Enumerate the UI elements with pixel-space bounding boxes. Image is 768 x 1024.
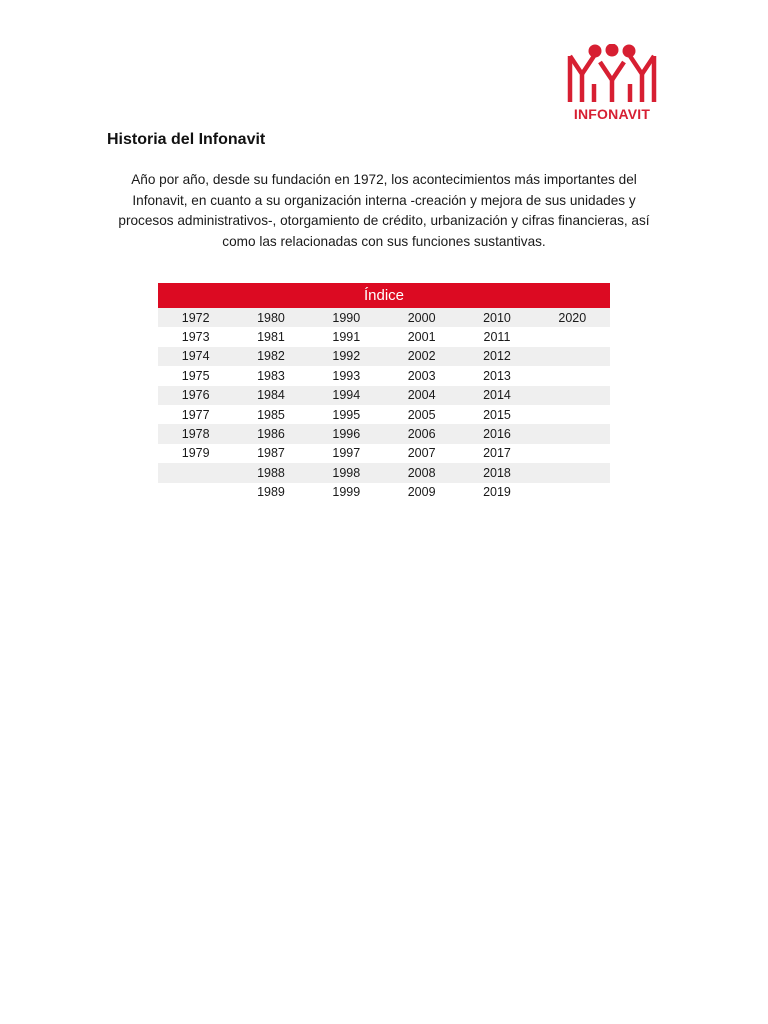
empty-cell [535, 347, 610, 366]
index-header: Índice [158, 283, 610, 308]
year-link-1974[interactable]: 1974 [158, 347, 233, 366]
year-link-1972[interactable]: 1972 [158, 308, 233, 327]
empty-cell [535, 444, 610, 463]
year-link-2003[interactable]: 2003 [407, 368, 436, 383]
year-link-2017[interactable]: 2017 [483, 446, 511, 461]
empty-cell [535, 483, 610, 502]
infonavit-logo-icon [564, 44, 660, 104]
year-link-2019[interactable]: 2019 [483, 485, 511, 500]
year-link-2008[interactable]: 2008 [384, 463, 459, 482]
year-link-1980[interactable]: 1980 [233, 308, 308, 327]
year-link-2011[interactable]: 2011 [483, 330, 511, 345]
year-link-1982[interactable]: 1982 [233, 347, 308, 366]
year-link-1991[interactable]: 1991 [332, 330, 361, 345]
empty-cell [535, 386, 610, 405]
year-link-2016[interactable]: 2016 [459, 424, 534, 443]
table-row [158, 347, 610, 366]
page-title: Historia del Infonavit [107, 131, 266, 148]
table-row [158, 444, 610, 463]
year-link-1976[interactable]: 1976 [158, 386, 233, 405]
year-link-2005[interactable]: 2005 [407, 407, 436, 422]
year-link-1978[interactable]: 1978 [158, 424, 233, 443]
index-body [158, 308, 610, 502]
year-link-2001[interactable]: 2001 [407, 330, 436, 345]
empty-cell [535, 424, 610, 443]
year-link-2002[interactable]: 2002 [384, 347, 459, 366]
year-link-1989[interactable]: 1989 [257, 485, 285, 500]
year-link-1985[interactable]: 1985 [257, 407, 285, 422]
year-index-table [158, 283, 610, 502]
year-link-1988[interactable]: 1988 [233, 463, 308, 482]
year-link-1981[interactable]: 1981 [257, 330, 285, 345]
year-link-1975[interactable]: 1975 [181, 368, 210, 383]
logo-wordmark: INFONAVIT [573, 106, 651, 122]
year-link-1986[interactable]: 1986 [233, 424, 308, 443]
year-link-2007[interactable]: 2007 [407, 446, 436, 461]
year-link-2015[interactable]: 2015 [483, 407, 511, 422]
empty-cell [535, 405, 610, 424]
empty-cell [535, 327, 610, 346]
table-row [158, 366, 610, 385]
year-link-1998[interactable]: 1998 [309, 463, 384, 482]
year-link-1994[interactable]: 1994 [309, 386, 384, 405]
year-link-1987[interactable]: 1987 [257, 446, 285, 461]
table-row [158, 386, 610, 405]
empty-cell [158, 463, 233, 482]
index-header-row [158, 283, 610, 308]
year-link-2010[interactable]: 2010 [459, 308, 534, 327]
year-link-1995[interactable]: 1995 [332, 407, 361, 422]
year-link-1996[interactable]: 1996 [309, 424, 384, 443]
year-link-2020[interactable]: 2020 [535, 308, 610, 327]
year-link-1992[interactable]: 1992 [309, 347, 384, 366]
year-link-1997[interactable]: 1997 [332, 446, 361, 461]
table-row [158, 424, 610, 443]
year-link-2000[interactable]: 2000 [384, 308, 459, 327]
empty-cell [158, 483, 233, 502]
table-row [158, 327, 610, 346]
table-row [158, 483, 610, 502]
year-link-2006[interactable]: 2006 [384, 424, 459, 443]
year-link-1999[interactable]: 1999 [332, 485, 361, 500]
table-row [158, 405, 610, 424]
year-link-1993[interactable]: 1993 [332, 368, 361, 383]
intro-paragraph: Año por año, desde su fundación en 1972, los acontecimientos más importantes del Infonavit, en cuanto a su organización interna -creación y mejora de sus unidades y procesos administrativos-, otorgamiento de crédito, urbanización y cifras financieras, así como las relacionadas con sus funciones sustantivas. [118, 172, 650, 249]
year-link-1979[interactable]: 1979 [181, 446, 210, 461]
empty-cell [535, 463, 610, 482]
infonavit-logo [564, 44, 660, 124]
year-link-1984[interactable]: 1984 [233, 386, 308, 405]
empty-cell [535, 366, 610, 385]
year-link-2009[interactable]: 2009 [407, 485, 436, 500]
year-link-1990[interactable]: 1990 [309, 308, 384, 327]
year-link-1977[interactable]: 1977 [181, 407, 210, 422]
year-link-1983[interactable]: 1983 [257, 368, 285, 383]
year-link-1973[interactable]: 1973 [181, 330, 210, 345]
table-row [158, 308, 610, 327]
year-link-2018[interactable]: 2018 [459, 463, 534, 482]
year-link-2012[interactable]: 2012 [459, 347, 534, 366]
year-link-2013[interactable]: 2013 [483, 368, 511, 383]
year-link-2004[interactable]: 2004 [384, 386, 459, 405]
table-row [158, 463, 610, 482]
year-link-2014[interactable]: 2014 [459, 386, 534, 405]
